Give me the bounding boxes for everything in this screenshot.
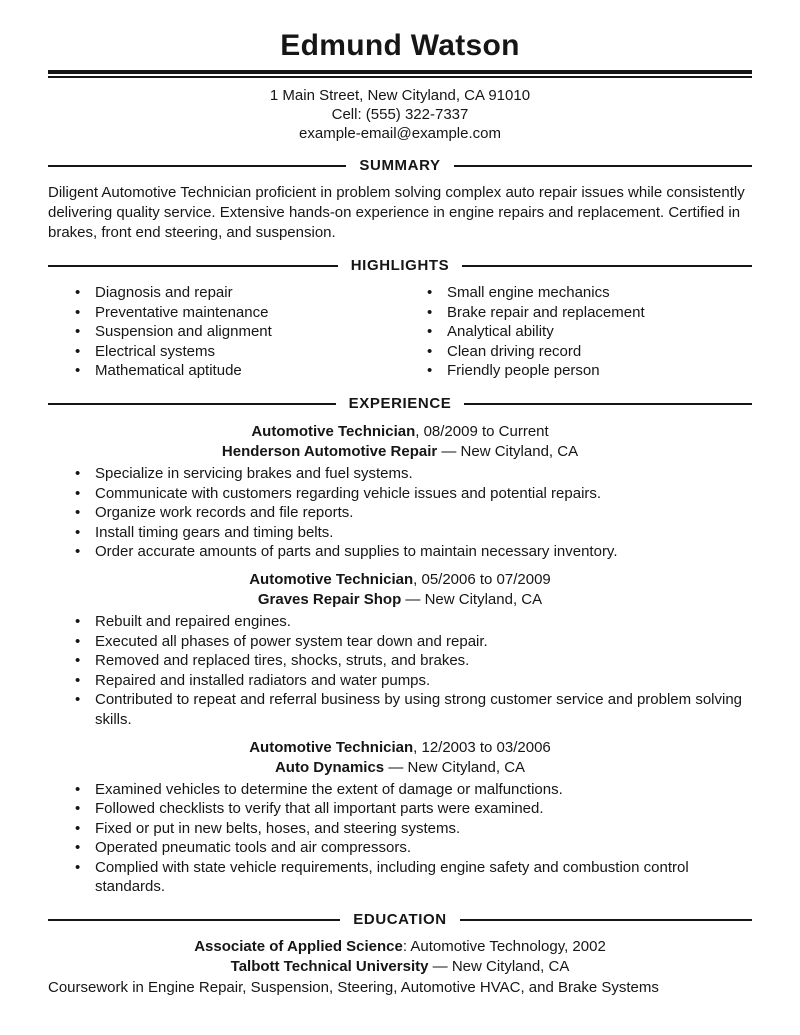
job-bullet: • Operated pneumatic tools and air compressors. xyxy=(72,838,752,858)
heading-label: SUMMARY xyxy=(359,157,441,174)
heading-label: EDUCATION xyxy=(353,911,447,929)
heading-rule-left xyxy=(48,165,346,167)
highlight-item: • Preventative maintenance xyxy=(72,303,400,323)
job-location: New Cityland, CA xyxy=(424,590,543,608)
job-bullet: • Order accurate amounts of parts and supplies to maintain necessary inventory. xyxy=(72,542,752,562)
experience-job xyxy=(48,422,752,562)
heading-rule-right xyxy=(462,265,752,267)
experience-job xyxy=(48,738,752,898)
experience-job xyxy=(48,570,752,730)
job-company: Graves Repair Shop xyxy=(257,590,402,608)
education-block xyxy=(48,937,752,998)
heading-rule-right xyxy=(454,165,752,167)
contact-phone: Cell: (555) 322-7337 xyxy=(331,106,469,123)
job-location: New Cityland, CA xyxy=(460,442,579,460)
job-bullet: • Fixed or put in new belts, hoses, and steering systems. xyxy=(72,819,752,839)
highlight-item: • Brake repair and replacement xyxy=(424,303,752,323)
highlight-item: • Mathematical aptitude xyxy=(72,361,400,381)
section-heading-education xyxy=(48,910,752,930)
contact-email: example-email@example.com xyxy=(299,125,501,142)
job-separator: — xyxy=(437,442,461,460)
education-school-line xyxy=(48,957,752,977)
highlights-column-left xyxy=(48,283,400,381)
education-degree-detail: : Automotive Technology, 2002 xyxy=(402,938,606,956)
job-company-line xyxy=(48,442,752,462)
job-bullet: • Executed all phases of power system tear down and repair. xyxy=(72,632,752,652)
heading-rule-left xyxy=(48,403,336,405)
highlight-item: • Suspension and alignment xyxy=(72,322,400,342)
job-title-line xyxy=(48,422,752,442)
contact-address: 1 Main Street, New Cityland, CA 91010 xyxy=(269,87,531,104)
heading-rule-right xyxy=(464,403,752,405)
header-double-rule xyxy=(48,70,752,78)
job-location: New Cityland, CA xyxy=(407,758,526,776)
job-company-line xyxy=(48,758,752,778)
contact-block xyxy=(48,86,752,143)
section-heading-experience xyxy=(48,394,752,414)
heading-label: EXPERIENCE xyxy=(348,394,452,412)
job-title-line xyxy=(48,738,752,758)
job-bullet: • Contributed to repeat and referral business by using strong customer service and problem solving skills. xyxy=(72,690,752,729)
job-separator: — xyxy=(384,758,408,776)
job-company: Auto Dynamics xyxy=(274,758,385,776)
heading-rule-right xyxy=(460,919,752,921)
job-bullet: • Removed and replaced tires, shocks, struts, and brakes. xyxy=(72,651,752,671)
job-dates: , 08/2009 to Current xyxy=(415,422,549,440)
highlight-item: • Analytical ability xyxy=(424,322,752,342)
job-bullet: • Communicate with customers regarding vehicle issues and potential repairs. xyxy=(72,484,752,504)
highlight-item: • Diagnosis and repair xyxy=(72,283,400,303)
job-bullet: • Organize work records and file reports. xyxy=(72,503,752,523)
education-degree-line xyxy=(48,937,752,957)
job-separator: — xyxy=(401,590,425,608)
job-bullet: • Specialize in servicing brakes and fuel systems. xyxy=(72,464,752,484)
job-company: Henderson Automotive Repair xyxy=(221,442,438,460)
candidate-name: Edmund Watson xyxy=(280,29,520,62)
heading-rule-left xyxy=(48,265,338,267)
job-bullet: • Rebuilt and repaired engines. xyxy=(72,612,752,632)
job-title-line xyxy=(48,570,752,590)
education-degree: Associate of Applied Science xyxy=(194,938,403,956)
highlights-column-right xyxy=(400,283,752,381)
job-title: Automotive Technician xyxy=(249,738,414,756)
job-bullet: • Repaired and installed radiators and water pumps. xyxy=(72,671,752,691)
highlight-item: • Small engine mechanics xyxy=(424,283,752,303)
heading-rule-left xyxy=(48,919,340,921)
job-bullet: • Examined vehicles to determine the extent of damage or malfunctions. xyxy=(72,780,752,800)
education-school: Talbott Technical University xyxy=(230,958,429,976)
job-bullet: • Install timing gears and timing belts. xyxy=(72,523,752,543)
summary-paragraph: Diligent Automotive Technician proficient in problem solving complex auto repair issues while consistently delivering quality service. Extensive hands-on experience in engine repairs and replacement. Certified in brakes, front end steering, and suspension. xyxy=(48,184,745,241)
highlight-item: • Electrical systems xyxy=(72,342,400,362)
school-separator: — xyxy=(428,958,452,976)
highlight-item: • Friendly people person xyxy=(424,361,752,381)
job-bullet: • Followed checklists to verify that all important parts were examined. xyxy=(72,799,752,819)
highlights-columns xyxy=(48,283,752,381)
job-title: Automotive Technician xyxy=(249,570,414,588)
job-company-line xyxy=(48,590,752,610)
job-title: Automotive Technician xyxy=(251,422,416,440)
education-coursework: Coursework in Engine Repair, Suspension, Steering, Automotive HVAC, and Brake Systems xyxy=(48,979,659,997)
job-dates: , 05/2006 to 07/2009 xyxy=(413,570,551,588)
section-heading-summary xyxy=(48,156,752,176)
section-heading-highlights xyxy=(48,256,752,276)
highlight-item: • Clean driving record xyxy=(424,342,752,362)
heading-label: HIGHLIGHTS xyxy=(350,257,450,274)
job-bullet: • Complied with state vehicle requirements, including engine safety and combustion control standards. xyxy=(72,858,752,897)
job-dates: , 12/2003 to 03/2006 xyxy=(413,738,551,756)
education-location: New Cityland, CA xyxy=(451,958,570,976)
